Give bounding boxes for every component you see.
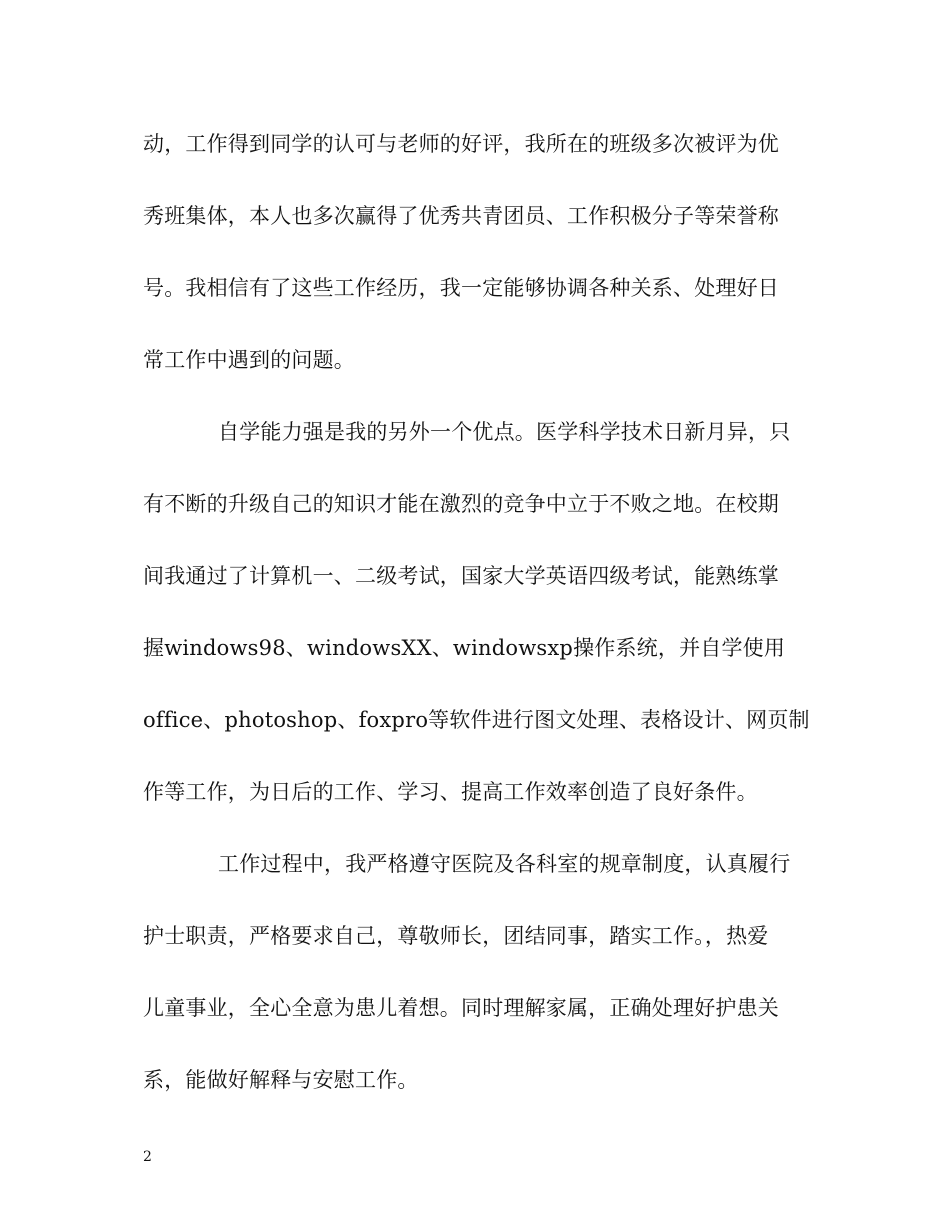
text-line: 工作过程中，我严格遵守医院及各科室的规章制度，认真履行 [218,852,791,876]
text-line: 系，能做好解释与安慰工作。 [143,1068,419,1092]
text-line: 自学能力强是我的另外一个优点。医学科学技术日新月异，只 [218,420,791,444]
text-line: 动，工作得到同学的认可与老师的好评，我所在的班级多次被评为优 [143,132,779,156]
text-line: office、photoshop、foxpro等软件进行图文处理、表格设计、网页制 [143,708,810,732]
text-line: 儿童事业，全心全意为患儿着想。同时理解家属，正确处理好护患关 [143,996,779,1020]
text-line: 作等工作，为日后的工作、学习、提高工作效率创造了良好条件。 [143,780,758,804]
text-line: 间我通过了计算机一、二级考试，国家大学英语四级考试，能熟练掌 [143,564,779,588]
text-line: 常工作中遇到的问题。 [143,348,355,372]
document-body [143,118,809,1126]
text-line: 护士职责，严格要求自己，尊敬师长，团结同事，踏实工作。，热爱 [143,924,769,948]
text-line: 握windows98、windowsXX、windowsxp操作系统，并自学使用 [143,636,786,660]
text-line: 有不断的升级自己的知识才能在激烈的竞争中立于不败之地。在校期 [143,492,779,516]
page-number: 2 [143,1149,152,1165]
text-line: 秀班集体，本人也多次赢得了优秀共青团员、工作积极分子等荣誉称 [143,204,779,228]
text-line: 号。我相信有了这些工作经历，我一定能够协调各种关系、处理好日 [143,276,779,300]
